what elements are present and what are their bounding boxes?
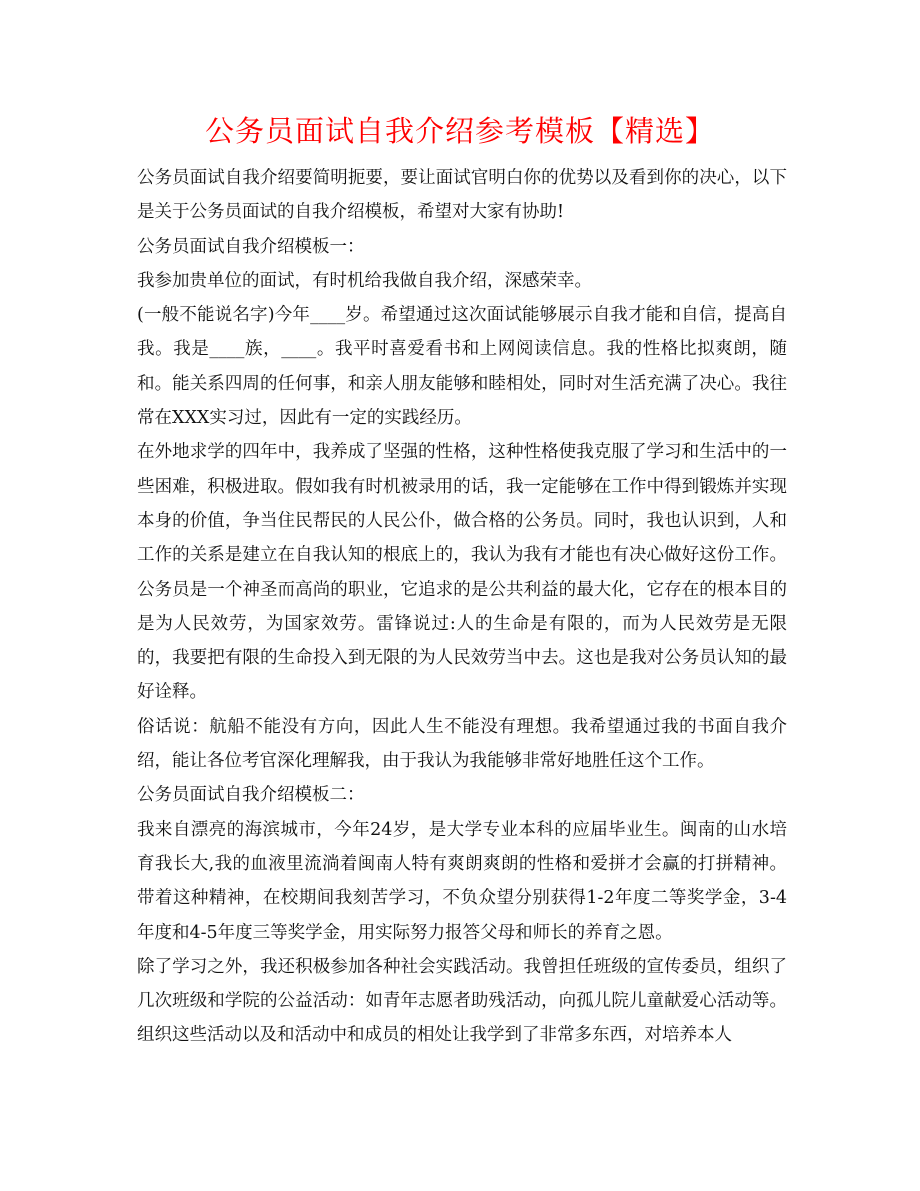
document-title: 公务员面试自我介绍参考模板【精选】 <box>204 114 715 148</box>
paragraph: 我参加贵单位的面试，有时机给我做自我介绍，深感荣幸。 <box>137 270 592 291</box>
template-two-heading: 公务员面试自我介绍模板二： <box>137 785 365 806</box>
paragraph: 除了学习之外，我还积极参加各种社会实践活动。我曾担任班级的宣传委员，组织了几次班级和学院的公益活动：如青年志愿者助残活动，向孤儿院儿童献爱心活动等。组织这些活动以及和活动中和成员的相处让我学到了非常多东西，对培养本人 <box>137 956 787 1046</box>
intro-paragraph: 公务员面试自我介绍要简明扼要，要让面试官明白你的优势以及看到你的决心，以下是关于公务员面试的自我介绍模板，希望对大家有协助! <box>137 168 787 223</box>
paragraph: (一般不能说名字)今年____岁。希望通过这次面试能够展示自我才能和自信，提高自我。我是____族，____。我平时喜爱看书和上网阅读信息。我的性格比拟爽朗，随和。能关系四周的任何事，和亲人朋友能够和睦相处，同时对生活充满了决心。我往常在XXX实习过，因此有一定的实践经历。 <box>137 305 787 429</box>
paragraph: 我来自漂亮的海滨城市，今年24岁，是大学专业本科的应届毕业生。闽南的山水培育我长大,我的血液里流淌着闽南人特有爽朗爽朗的性格和爱拼才会赢的打拼精神。带着这种精神，在校期间我刻苦学习，不负众望分别获得1-2年度二等奖学金，3-4年度和4-5年度三等奖学金，用实际努力报答父母和师长的养育之恩。 <box>137 819 787 943</box>
template-one-heading: 公务员面试自我介绍模板一： <box>137 236 365 257</box>
document-body <box>137 161 787 1053</box>
paragraph: 俗话说：航船不能没有方向，因此人生不能没有理想。我希望通过我的书面自我介绍，能让各位考官深化理解我，由于我认为我能够非常好地胜任这个工作。 <box>137 716 787 772</box>
paragraph: 在外地求学的四年中，我养成了坚强的性格，这种性格使我克服了学习和生活中的一些困难，积极进取。假如我有时机被录用的话，我一定能够在工作中得到锻炼并实现本身的价值，争当住民帮民的人民公仆，做合格的公务员。同时，我也认识到，人和工作的关系是建立在自我认知的根底上的，我认为我有才能也有决心做好这份工作。公务员是一个神圣而高尚的职业，它追求的是公共利益的最大化，它存在的根本目的是为人民效劳，为国家效劳。雷锋说过:人的生命是有限的，而为人民效劳是无限的，我要把有限的生命投入到无限的为人民效劳当中去。这也是我对公务员认知的最好诠释。 <box>137 442 787 703</box>
